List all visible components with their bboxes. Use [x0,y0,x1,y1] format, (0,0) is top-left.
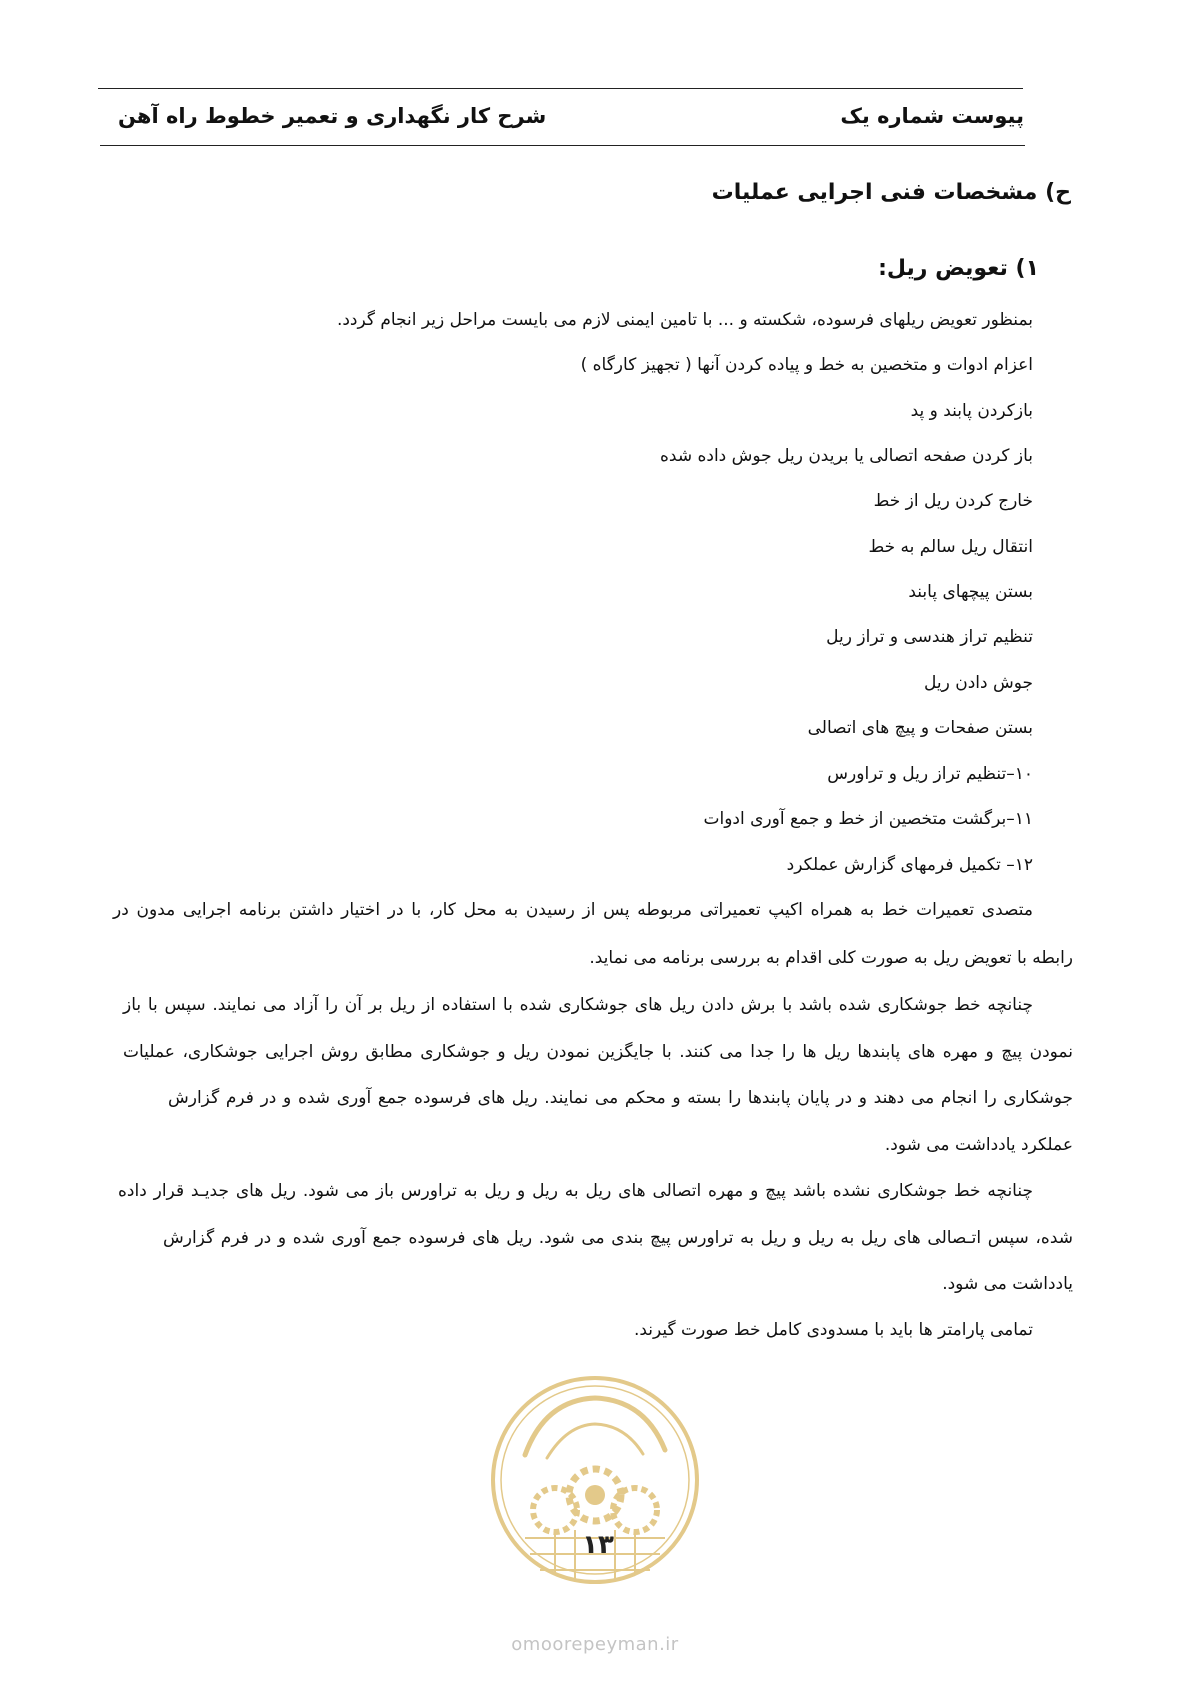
step-item: بستن پیچهای پابند [908,582,1033,602]
watermark-url: omoorepeyman.ir [511,1634,679,1655]
header-bottom-rule [100,145,1025,146]
paragraph-1-line: رابطه با تعویض ریل به صورت کلی اقدام به بررسی برنامه می نماید. [589,948,1073,968]
paragraph-3-line: شده، سپس اتـصالی های ریل به ریل و ریل به تراورس پیچ بندی می شود. ریل های فرسوده جمع آوری شده و در فرم گزارش [163,1228,1073,1248]
step-item: ۱۲– تکمیل فرمهای گزارش عملکرد [786,855,1033,875]
paragraph-1-line: متصدی تعمیرات خط به همراه اکیپ تعمیراتی مربوطه پس از رسیدن به محل کار، با در اختیار داشتن برنامه اجرایی مدون در [113,900,1033,920]
step-item: بازکردن پابند و پد [910,401,1033,421]
step-item: تنظیم تراز هندسی و تراز ریل [826,627,1033,647]
step-item: ۱۱–برگشت متخصین از خط و جمع آوری ادوات [703,809,1033,829]
intro-text: بمنظور تعویض ریلهای فرسوده، شکسته و ... با تامین ایمنی لازم می بایست مراحل زیر انجام گردد. [336,310,1033,330]
paragraph-2-line: عملکرد یادداشت می شود. [884,1135,1073,1155]
subsection-title: ۱) تعویض ریل: [878,256,1039,281]
header-appendix-title: پیوست شماره یک [840,104,1024,128]
paragraph-2-line: جوشکاری را انجام می دهند و در پایان پابندها را بسته و محکم می نمایند. ریل های فرسوده جمع آوری شده و در فرم گزارش [168,1088,1073,1108]
header-top-rule [98,88,1023,89]
page-number: ۱۳ [582,1530,614,1560]
paragraph-3-line: چنانچه خط جوشکاری نشده باشد پیچ و مهره اتصالی های ریل به ریل و ریل به تراورس باز می شود. ریل های جدیـد قرار داده [118,1181,1033,1201]
step-item: بستن صفحات و پیچ های اتصالی [807,718,1033,738]
header-document-title: شرح کار نگهداری و تعمیر خطوط راه آهن [118,104,547,128]
closing-text: تمامی پارامتر ها باید با مسدودی کامل خط صورت گیرند. [633,1320,1033,1340]
section-title: ح) مشخصات فنی اجرایی عملیات [711,180,1071,205]
step-item: جوش دادن ریل [923,673,1033,693]
step-item: اعزام ادوات و متخصین به خط و پیاده کردن آنها ( تجهیز کارگاه ) [580,355,1033,375]
step-item: انتقال ریل سالم به خط [868,537,1033,557]
step-item: ۱۰–تنظیم تراز ریل و تراورس [827,764,1033,784]
step-item: خارج کردن ریل از خط [873,491,1033,511]
step-item: باز کردن صفحه اتصالی یا بریدن ریل جوش داده شده [660,446,1033,466]
paragraph-2-line: نمودن پیچ و مهره های پابندها ریل ها را جدا می کنند. با جایگزین نمودن ریل و جوشکاری مطابق روش اجرایی جوشکاری، عملیات [123,1042,1073,1062]
paragraph-3-line: یادداشت می شود. [942,1274,1073,1294]
paragraph-2-line: چنانچه خط جوشکاری شده باشد با برش دادن ریل های جوشکاری شده با استفاده از ریل بر آن را آزاد می نمایند. سپس با باز [123,995,1033,1015]
